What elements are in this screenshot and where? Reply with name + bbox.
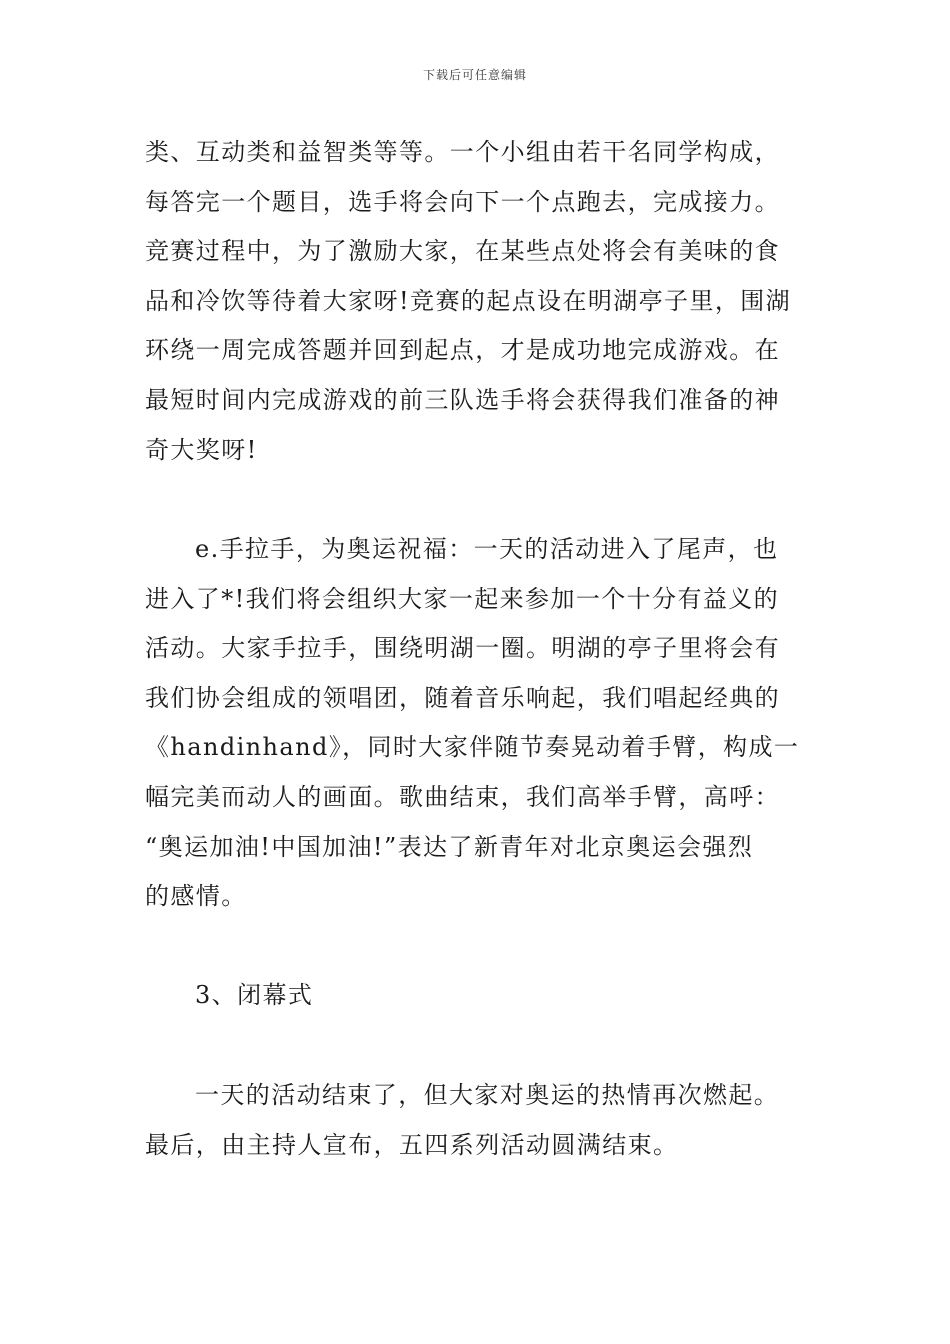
text-line: 活动。大家手拉手，围绕明湖一圈。明湖的亭子里将会有 (145, 634, 780, 663)
text-line: 每答完一个题目，选手将会向下一个点跑去，完成接力。 (145, 187, 780, 216)
page-header: 下载后可任意编辑 (422, 68, 527, 82)
text-line: 奇大奖呀! (145, 435, 258, 464)
text-line: e.手拉手，为奥运祝福：一天的活动进入了尾声，也 (195, 535, 779, 563)
text-line: “奥运加油!中国加油!”表达了新青年对北京奥运会强烈 (145, 832, 754, 861)
paragraph-closing (145, 1071, 807, 1170)
text-line: 类、互动类和益智类等等。一个小组由若干名同学构成， (145, 138, 780, 166)
text-line: 我们协会组成的领唱团，随着音乐响起，我们唱起经典的 (145, 683, 780, 712)
text-line: 《handinhand》，同时大家伴随节奏晃动着手臂，构成一 (145, 733, 800, 762)
paragraph-relay-game (145, 128, 807, 475)
text-line: 最短时间内完成游戏的前三队选手将会获得我们准备的神 (145, 385, 780, 414)
text-line: 竞赛过程中，为了激励大家，在某些点处将会有美味的食 (145, 237, 780, 266)
text-line: 的感情。 (145, 882, 247, 911)
section-heading: 3、闭幕式 (195, 981, 314, 1009)
text-line: 环绕一周完成答题并回到起点，才是成功地完成游戏。在 (145, 336, 780, 365)
text-line: 最后，由主持人宣布，五四系列活动圆满结束。 (145, 1130, 679, 1159)
section-heading-closing (145, 971, 807, 1021)
text-line: 品和冷饮等待着大家呀!竞赛的起点设在明湖亭子里，围湖 (145, 286, 792, 315)
text-line: 进入了*!我们将会组织大家一起来参加一个十分有益义的 (145, 584, 780, 613)
text-line: 幅完美而动人的画面。歌曲结束，我们高举手臂，高呼： (145, 782, 780, 811)
text-line: 一天的活动结束了，但大家对奥运的热情再次燃起。 (195, 1081, 780, 1109)
paragraph-hand-in-hand (145, 525, 807, 922)
